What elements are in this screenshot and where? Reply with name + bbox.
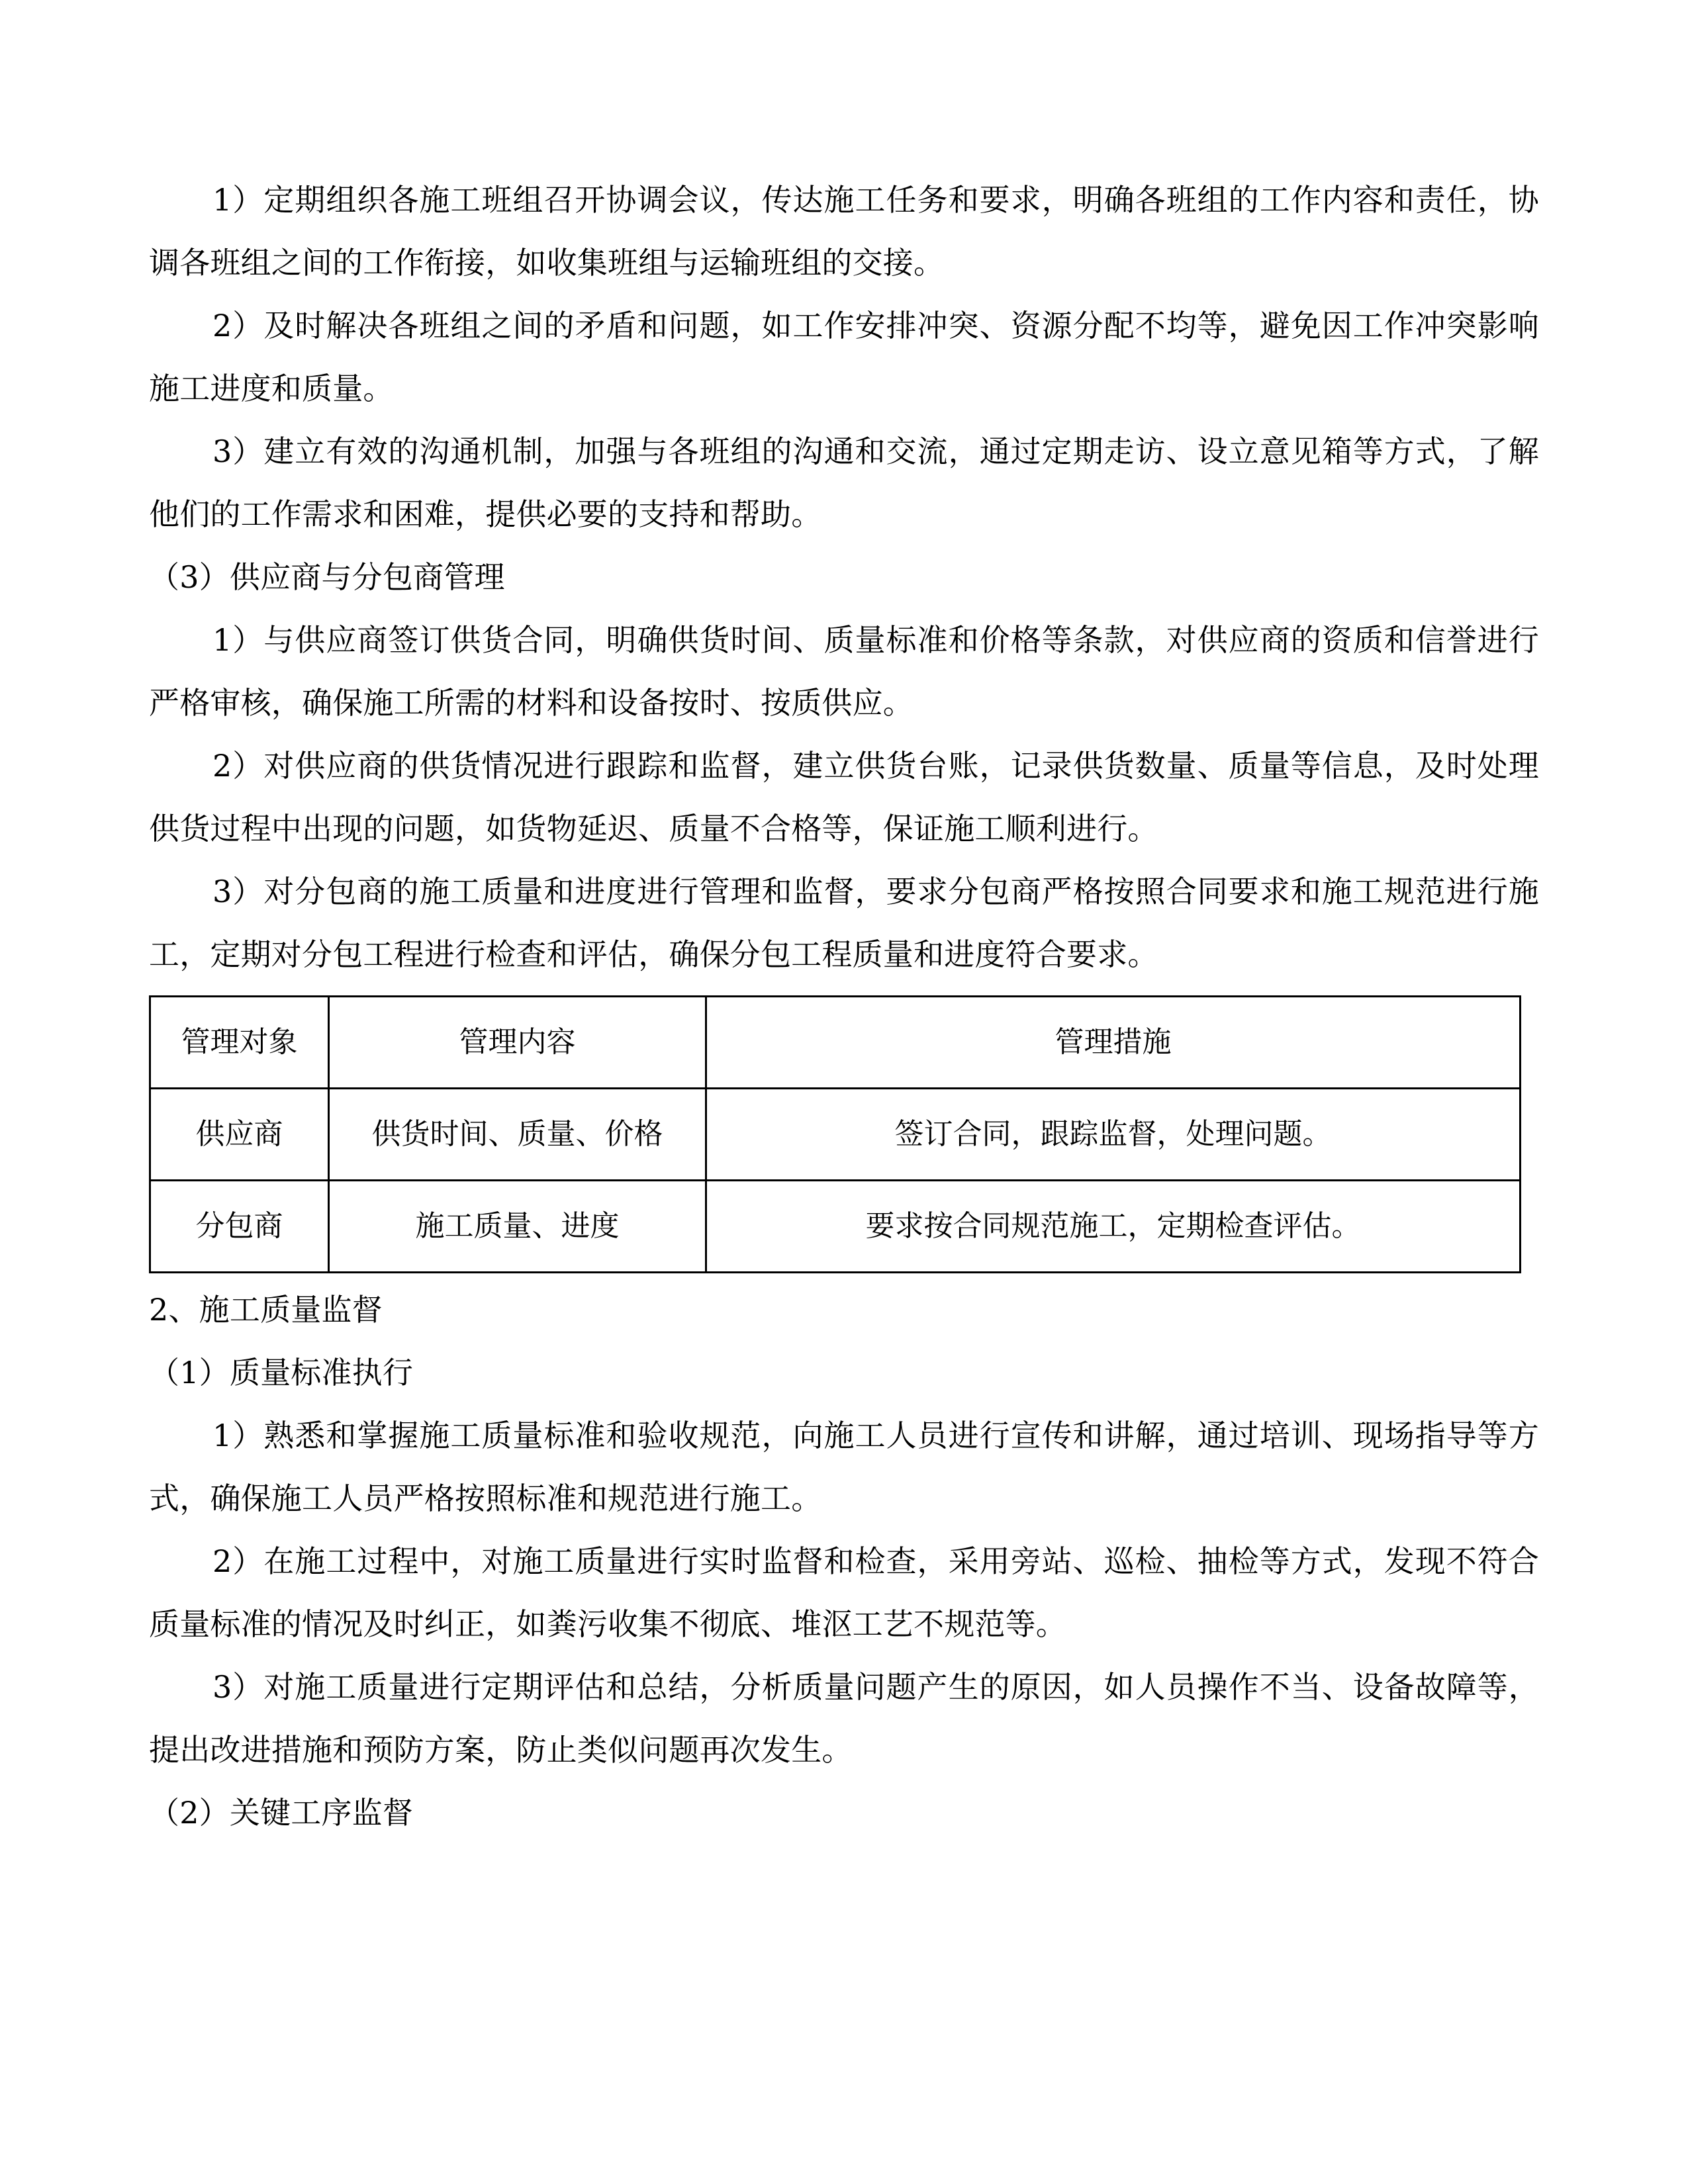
document-body <box>149 169 1539 1844</box>
management-table <box>149 995 1521 1273</box>
paragraph-12: 3）对施工质量进行定期评估和总结，分析质量问题产生的原因，如人员操作不当、设备故障等，提出改进措施和预防方案，防止类似问题再次发生。 <box>149 1669 1539 1768</box>
table-header-row <box>150 997 1521 1089</box>
heading-key-process-supervision: （2）关键工序监督 <box>149 1795 414 1831</box>
table-cell-measures: 要求按合同规范施工，定期检查评估。 <box>706 1181 1521 1273</box>
paragraph-5: 1）与供应商签订供货合同，明确供货时间、质量标准和价格等条款，对供应商的资质和信誉进行严格审核，确保施工所需的材料和设备按时、按质供应。 <box>149 622 1539 721</box>
table-cell-measures: 签订合同，跟踪监督，处理问题。 <box>706 1089 1521 1181</box>
table-cell-content: 供货时间、质量、价格 <box>329 1089 706 1181</box>
table-cell-object: 供应商 <box>150 1089 329 1181</box>
paragraph-3: 3）建立有效的沟通机制，加强与各班组的沟通和交流，通过定期走访、设立意见箱等方式，了解他们的工作需求和困难，提供必要的支持和帮助。 <box>149 433 1539 532</box>
paragraph-2: 2）及时解决各班组之间的矛盾和问题，如工作安排冲突、资源分配不均等，避免因工作冲突影响施工进度和质量。 <box>149 308 1539 406</box>
heading-supplier-subcontractor-management: （3）供应商与分包商管理 <box>149 559 505 595</box>
paragraph-7: 3）对分包商的施工质量和进度进行管理和监督，要求分包商严格按照合同要求和施工规范进行施工，定期对分包工程进行检查和评估，确保分包工程质量和进度符合要求。 <box>149 874 1539 972</box>
heading-construction-quality-supervision: 2、施工质量监督 <box>149 1292 383 1328</box>
table-cell-content: 施工质量、进度 <box>329 1181 706 1273</box>
table-header-cell-content: 管理内容 <box>329 997 706 1089</box>
paragraph-6: 2）对供应商的供货情况进行跟踪和监督，建立供货台账，记录供货数量、质量等信息，及时处理供货过程中出现的问题，如货物延迟、质量不合格等，保证施工顺利进行。 <box>149 748 1539 846</box>
table-header-cell-measures: 管理措施 <box>706 997 1521 1089</box>
table-row <box>150 1089 1521 1181</box>
management-table-wrapper <box>149 995 1539 1273</box>
table-row <box>150 1181 1521 1273</box>
paragraph-10: 1）熟悉和掌握施工质量标准和验收规范，向施工人员进行宣传和讲解，通过培训、现场指导等方式，确保施工人员严格按照标准和规范进行施工。 <box>149 1418 1539 1516</box>
table-cell-object: 分包商 <box>150 1181 329 1273</box>
paragraph-1: 1）定期组织各施工班组召开协调会议，传达施工任务和要求，明确各班组的工作内容和责任，协调各班组之间的工作衔接，如收集班组与运输班组的交接。 <box>149 182 1539 281</box>
table-header-cell-object: 管理对象 <box>150 997 329 1089</box>
paragraph-11: 2）在施工过程中，对施工质量进行实时监督和检查，采用旁站、巡检、抽检等方式，发现不符合质量标准的情况及时纠正，如粪污收集不彻底、堆沤工艺不规范等。 <box>149 1543 1539 1642</box>
heading-quality-standard-execution: （1）质量标准执行 <box>149 1355 414 1390</box>
